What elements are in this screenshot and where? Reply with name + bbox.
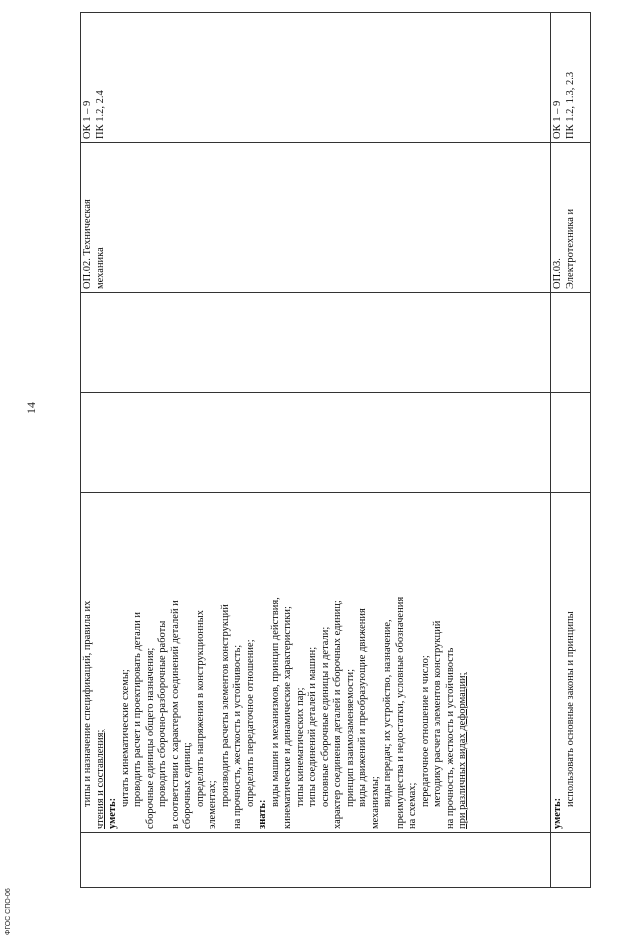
table-row <box>551 13 591 888</box>
discipline-line: механика <box>94 247 106 289</box>
knowledge-line: виды передач; их устройство, назначение, <box>382 619 393 807</box>
knowledge-line: виды машин и механизмов, принцип действия, <box>269 597 281 807</box>
knowledge-line: на прочность, жесткость и устойчивость; <box>232 644 243 829</box>
knowledge-line: проводить расчет и проектировать детали и <box>132 611 143 807</box>
knowledge-cell <box>551 493 591 833</box>
hours-max-cell <box>81 393 551 493</box>
knowledge-line: виды движений и преобразующие движения <box>357 608 368 807</box>
competency-line: ОК 1 – 9 <box>82 100 93 139</box>
knowledge-line: на схемах; <box>407 782 418 829</box>
knowledge-line: читать кинематические схемы; <box>119 669 131 807</box>
knowledge-line: преимущества и недостатки, условные обозначения <box>394 596 406 829</box>
knowledge-line: уметь: <box>552 797 563 829</box>
knowledge-line: сборочные единицы общего назначения; <box>144 647 156 829</box>
knowledge-line: в соответствии с характером соединений деталей и <box>169 600 181 829</box>
knowledge-line: определять передаточное отношение; <box>244 639 256 807</box>
competency-line: ПК 1.2, 1.3, 2.3 <box>564 71 576 139</box>
discipline-line: ОП.03. <box>552 258 563 289</box>
knowledge-line: использовать основные законы и принципы <box>564 611 576 807</box>
curriculum-table <box>80 12 591 888</box>
footer-label: ФГОС СПО-06 <box>5 888 12 935</box>
knowledge-line: передаточное отношение и число; <box>419 655 431 807</box>
knowledge-line: на прочность, жесткость и устойчивость <box>444 647 456 829</box>
discipline-cell <box>551 143 591 293</box>
knowledge-line: определять напряжения в конструкционных <box>194 610 206 807</box>
competency-line: ПК 1.2, 2.4 <box>94 90 106 139</box>
index-cell <box>81 833 551 888</box>
index-cell <box>551 833 591 888</box>
competency-line: ОК 1 – 9 <box>552 100 563 139</box>
knowledge-line: основные сборочные единицы и детали; <box>319 626 331 807</box>
knowledge-line: проводить сборочно-разборочные работы <box>157 620 168 807</box>
knowledge-line: механизмы; <box>369 776 381 829</box>
knowledge-line: типы кинематических пар; <box>294 687 306 807</box>
hours-max-cell <box>551 393 591 493</box>
knowledge-line: кинематические и динамические характеристики; <box>282 606 293 829</box>
discipline-line: Электротехника и <box>564 208 576 289</box>
discipline-cell <box>81 143 551 293</box>
knowledge-line: типы соединений деталей и машин; <box>307 646 318 807</box>
knowledge-line: характер соединения деталей и сборочных единиц; <box>332 600 343 829</box>
knowledge-line: сборочных единиц; <box>182 742 193 829</box>
knowledge-line: методику расчета элементов конструкций <box>432 620 443 807</box>
competency-cell <box>81 13 551 143</box>
knowledge-line: типы и назначение спецификаций, правила их <box>82 600 93 807</box>
discipline-line: ОП.02. Техническая <box>82 199 93 289</box>
knowledge-line: при различных видах деформации; <box>457 672 468 829</box>
hours-cell <box>81 293 551 393</box>
competency-cell <box>551 13 591 143</box>
knowledge-cell <box>81 493 551 833</box>
knowledge-line: уметь: <box>107 797 118 829</box>
knowledge-line: знать: <box>257 799 268 829</box>
page-number: 14 <box>24 402 38 414</box>
table-row <box>81 13 551 888</box>
knowledge-line: принцип взаимозаменяемости; <box>344 668 356 807</box>
knowledge-line: производить расчеты элементов конструкций <box>219 604 231 807</box>
knowledge-line: элементах; <box>207 780 218 829</box>
knowledge-line: чтения и составления; <box>94 729 106 829</box>
hours-cell <box>551 293 591 393</box>
rotated-table-wrapper <box>80 13 590 888</box>
